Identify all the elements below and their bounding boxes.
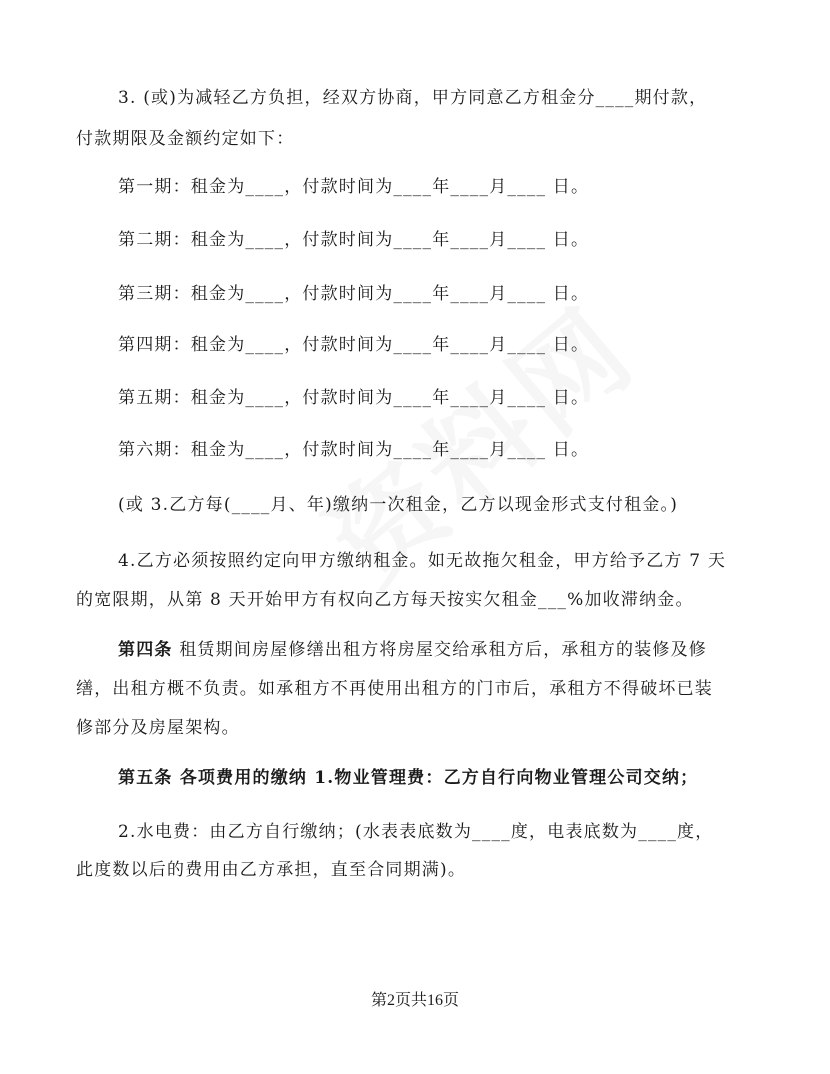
article-4-line-3: 修部分及房屋架构。 [76, 718, 240, 738]
clause-3-line-2: 付款期限及金额约定如下： [76, 129, 295, 149]
payment-period-1: 第一期：租金为____，付款时间为____年____月____ 日。 [118, 177, 590, 197]
payment-period-6: 第六期：租金为____，付款时间为____年____月____ 日。 [118, 440, 590, 460]
utilities-line-2: 此度数以后的费用由乙方承担，直至合同期满)。 [76, 860, 467, 880]
payment-period-3: 第三期：租金为____，付款时间为____年____月____ 日。 [118, 284, 590, 304]
clause-3-line-1: 3. (或)为减轻乙方负担，经双方协商，甲方同意乙方租金分____期付款， [118, 88, 708, 108]
clause-4-line-1: 4.乙方必须按照约定向甲方缴纳租金。如无故拖欠租金，甲方给予乙方 7 天 [118, 551, 727, 571]
article-5-line: 第五条 各项费用的缴纳 1.物业管理费：乙方自行向物业管理公司交纳； [118, 768, 699, 788]
alternative-clause-3: (或 3.乙方每(____月、年)缴纳一次租金，乙方以现金形式支付租金。) [118, 495, 679, 515]
article-4-title: 第四条 [118, 640, 173, 660]
article-4-line-1 [118, 638, 707, 662]
payment-period-2: 第二期：租金为____，付款时间为____年____月____ 日。 [118, 230, 590, 250]
clause-4-line-2: 的宽限期，从第 8 天开始甲方有权向乙方每天按实欠租金___%加收滞纳金。 [76, 590, 694, 610]
article-4-line-2: 缮，出租方概不负责。如承租方不再使用出租方的门市后，承租方不得破坏已装 [76, 679, 713, 699]
page-footer: 第2页共16页 [370, 992, 459, 1009]
payment-period-5: 第五期：租金为____，付款时间为____年____月____ 日。 [118, 388, 590, 408]
article-4-text: 租赁期间房屋修缮出租方将房屋交给承租方后，承租方的装修及修 [172, 640, 708, 660]
utilities-line-1: 2.水电费：由乙方自行缴纳；(水表表底数为____度，电表底数为____度， [118, 822, 714, 842]
payment-period-4: 第四期：租金为____，付款时间为____年____月____ 日。 [118, 335, 590, 355]
